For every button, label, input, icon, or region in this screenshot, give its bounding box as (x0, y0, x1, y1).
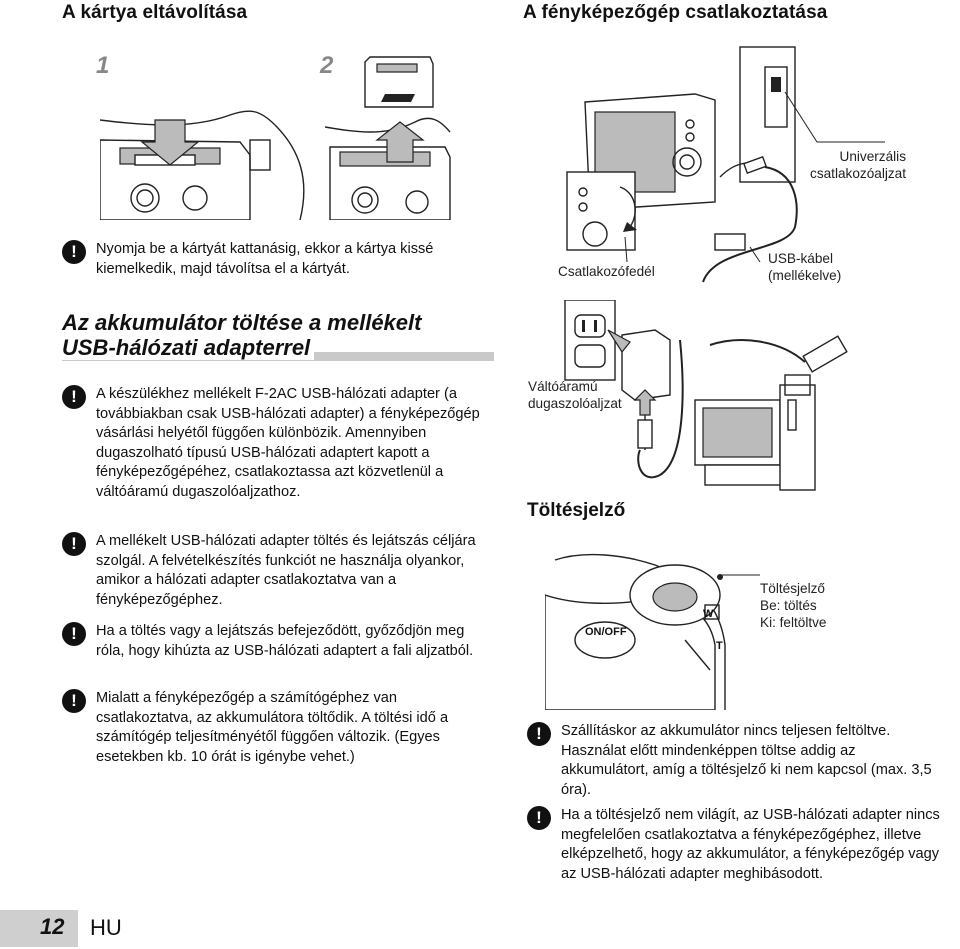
label-ac-line2: dugaszolóaljzat (528, 396, 622, 411)
label-universal-connector (800, 148, 906, 182)
step-1-label: 1 (96, 52, 110, 79)
label-connector-cover: Csatlakozófedél (558, 264, 655, 279)
charge-indicator-heading: Töltésjelző (527, 500, 626, 521)
card-push-illustration (100, 80, 325, 220)
label-ind-line3: Ki: feltöltve (760, 615, 827, 630)
label-ind-line1: Töltésjelző (760, 581, 825, 596)
label-ac-line1: Váltóáramú (528, 379, 598, 394)
cam-w-label: W (703, 608, 714, 620)
card-removal-heading: A kártya eltávolítása (62, 2, 248, 23)
label-ac-outlet (528, 378, 622, 412)
section-header (62, 310, 494, 360)
warning-icon: ! (527, 722, 551, 746)
step-2-label: 2 (320, 52, 334, 79)
label-usb-line1: USB-kábel (768, 251, 833, 266)
warning-icon: ! (62, 532, 86, 556)
warning-icon: ! (62, 240, 86, 264)
card-note (62, 240, 492, 279)
section-title-line1: Az akkumulátor töltése a mellékelt (62, 310, 422, 335)
charge-indicator-illustration (545, 545, 760, 710)
right-note-1-text: Szállításkor az akkumulátor nincs teljesen feltöltve. Használat előtt mindenképpen töltse addig az akkumulátort, amíg a töltésjelző ki nem kapcsol (max. 3,5 óra). (561, 723, 932, 798)
note-2 (62, 532, 492, 610)
note-3-text: Ha a töltés vagy a lejátszás befejeződött, győződjön meg róla, hogy kihúzta az USB-hálózati adaptert a fali aljzatból. (96, 623, 474, 659)
warning-icon: ! (62, 622, 86, 646)
note-2-text: A mellékelt USB-hálózati adapter töltés és lejátszás céljára szolgál. A felvételkészítés funkciót ne használja olyankor, amikor a hálózati adapter csatlakoztatva van a fényképezőgéphez. (96, 533, 476, 608)
note-4-text: Mialatt a fényképezőgép a számítógéphez van csatlakoztatva, az akkumulátora töltődik. A töltési idő a számítógép teljesítményétől függően változik. (Egyes esetekben kb. 10 órát is igénybe vehet.) (96, 690, 449, 765)
cam-onoff-label: ON/OFF (585, 626, 627, 638)
label-indicator-legend (760, 580, 827, 631)
label-usb-line2: (mellékelve) (768, 268, 842, 283)
page-number-tab (0, 910, 78, 947)
language-code: HU (90, 915, 122, 940)
label-ind-line2: Be: töltés (760, 598, 817, 613)
note-4 (62, 689, 492, 767)
note-3 (62, 622, 492, 661)
warning-icon: ! (527, 806, 551, 830)
label-usb-cable (768, 250, 841, 284)
right-note-2 (527, 806, 947, 884)
warning-icon: ! (62, 385, 86, 409)
cam-t-label: T (716, 640, 723, 652)
label-universal-line1: Univerzális (839, 149, 906, 164)
note-1 (62, 385, 492, 502)
connect-camera-heading: A fényképezőgép csatlakoztatása (523, 2, 828, 23)
right-note-1 (527, 722, 947, 800)
page-number: 12 (40, 914, 65, 939)
card-note-text: Nyomja be a kártyát kattanásig, ekkor a kártya kissé kiemelkedik, majd távolítsa el a kártyát. (96, 241, 434, 277)
section-title-line2: USB-hálózati adapterrel (62, 335, 314, 360)
right-note-2-text: Ha a töltésjelző nem világít, az USB-hálózati adapter nincs megfelelően csatlakoztatva a fényképezőgéphez, illetve elképzelhető, hogy az akkumulátor, a fényképezőgép vagy az USB-hálózati adapter meghibásodott. (561, 807, 940, 882)
note-1-text: A készülékhez mellékelt F-2AC USB-hálózati adapter (a továbbiakban csak USB-hálózati adapter) a fényképezőgép vásárlási helyétől függően különbözik. Amennyiben dugaszolható típusú USB-hálózati adaptert kapott a fényképezőgépéhez, csatlakoztassa azt közvetlenül a váltóáramú dugaszolóaljzathoz. (96, 386, 480, 500)
label-universal-line2: csatlakozóaljzat (810, 166, 906, 181)
warning-icon: ! (62, 689, 86, 713)
card-remove-illustration (325, 52, 465, 220)
